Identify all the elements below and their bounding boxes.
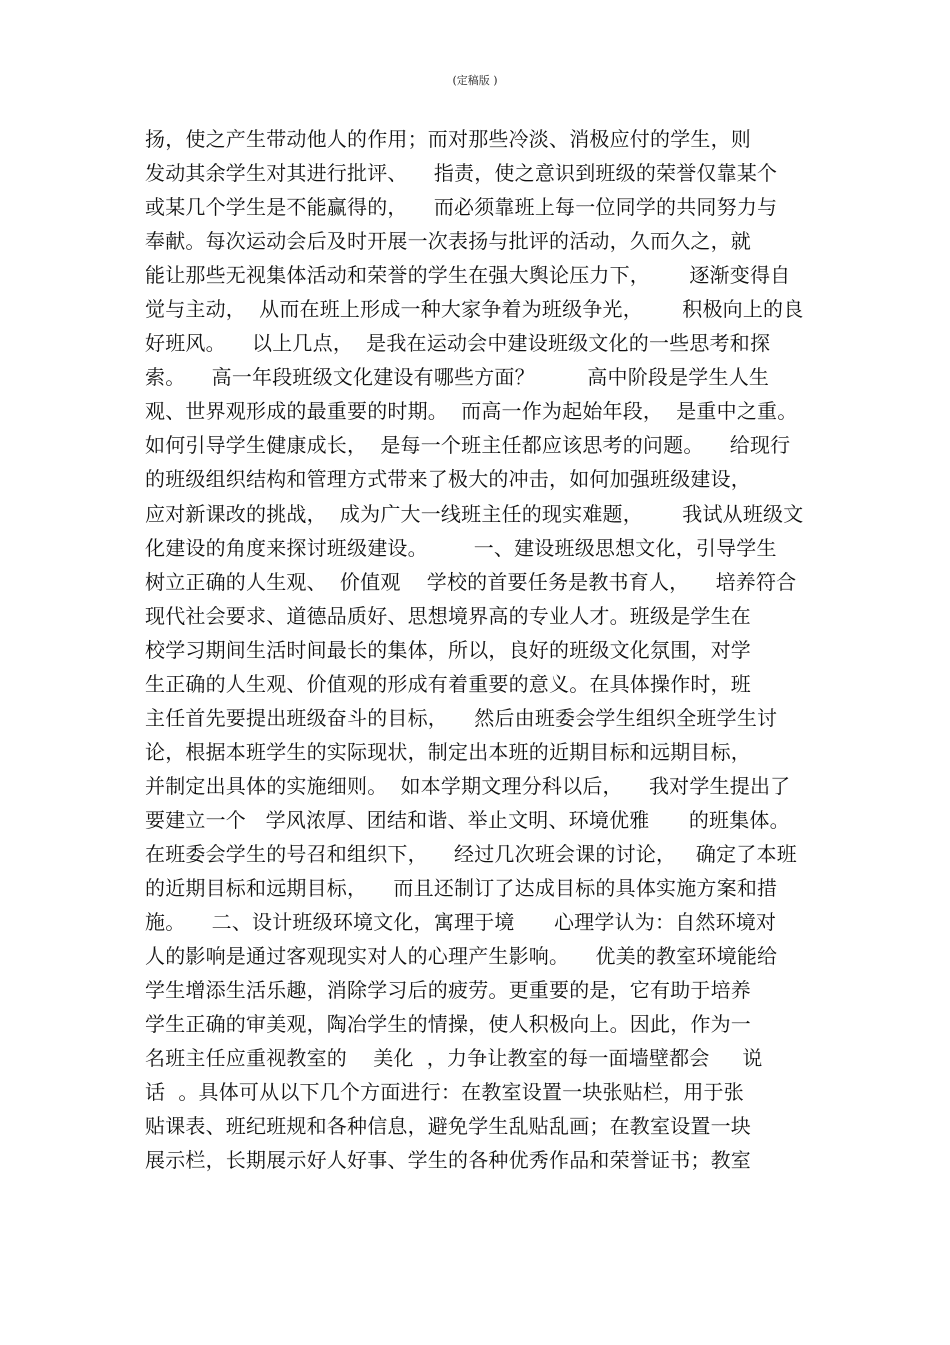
text-line: 贴课表、班纪班规和各种信息，避免学生乱贴乱画；在教室设置一块 <box>145 1114 751 1139</box>
text-line: 好班风。 以上几点， 是我在运动会中建设班级文化的一些思考和探 <box>145 331 771 356</box>
text-line: 索。 高一年段班级文化建设有哪些方面？ 高中阶段是学生人生 <box>145 365 770 390</box>
text-line: 论，根据本班学生的实际现状，制定出本班的近期目标和远期目标， <box>145 739 751 764</box>
text-line: 学生增添生活乐趣，消除学习后的疲劳。更重要的是，它有助于培养 <box>145 978 751 1003</box>
text-line: 要建立一个 学风浓厚、团结和谐、举止文明、环境优雅 的班集体。 <box>145 807 790 832</box>
text-line: 在班委会学生的号召和组织下， 经过几次班会课的讨论， 确定了本班 <box>145 841 797 866</box>
text-line: 能让那些无视集体活动和荣誉的学生在强大舆论压力下， 逐渐变得自 <box>145 263 791 288</box>
text-line: 生正确的人生观、价值观的形成有着重要的意义。在具体操作时，班 <box>145 671 751 696</box>
text-line: 展示栏，长期展示好人好事、学生的各种优秀作品和荣誉证书；教室 <box>145 1148 751 1173</box>
text-line: 奉献。每次运动会后及时开展一次表扬与批评的活动，久而久之，就 <box>145 229 751 254</box>
text-line: 主任首先要提出班级奋斗的目标， 然后由班委会学生组织全班学生讨 <box>145 705 778 730</box>
text-line: 如何引导学生健康成长， 是每一个班主任都应该思考的问题。 给现行 <box>145 433 791 458</box>
text-line: 扬，使之产生带动他人的作用；而对那些冷淡、消极应付的学生，则 <box>145 127 751 151</box>
text-line: 名班主任应重视教室的 美化 ，力争让教室的每一面墙壁都会 说 <box>145 1046 763 1071</box>
text-line: 话 。具体可从以下几个方面进行：在教室设置一块张贴栏，用于张 <box>145 1080 744 1105</box>
text-line: 施。 二、设计班级环境文化，寓理于境 心理学认为：自然环境对 <box>145 910 777 935</box>
text-line: 应对新课改的挑战， 成为广大一线班主任的现实难题， 我试从班级文 <box>145 501 804 526</box>
text-line: 的班级组织结构和管理方式带来了极大的冲击，如何加强班级建设， <box>145 467 751 492</box>
text-line: 观、世界观形成的最重要的时期。 而高一作为起始年段， 是重中之重。 <box>145 399 798 424</box>
text-line: 发动其余学生对其进行批评、 指责，使之意识到班级的荣誉仅靠某个 <box>145 161 778 186</box>
body-text <box>145 122 825 1177</box>
text-line: 现代社会要求、道德品质好、思想境界高的专业人才。班级是学生在 <box>145 603 751 628</box>
text-line: 树立正确的人生观、 价值观 学校的首要任务是教书育人， 培养符合 <box>145 569 797 594</box>
text-line: 化建设的角度来探讨班级建设。 一、建设班级思想文化，引导学生 <box>145 535 777 560</box>
text-line: 校学习期间生活时间最长的集体，所以，良好的班级文化氛围，对学 <box>145 637 751 662</box>
text-line: 觉与主动， 从而在班上形成一种大家争着为班级争光， 积极向上的良 <box>145 297 804 322</box>
text-line: 人的影响是通过客观现实对人的心理产生影响。 优美的教室环境能给 <box>145 944 778 969</box>
text-line: 或某几个学生是不能赢得的， 而必须靠班上每一位同学的共同努力与 <box>145 195 778 220</box>
text-line: 并制定出具体的实施细则。 如本学期文理分科以后， 我对学生提出了 <box>145 773 791 798</box>
text-line: 学生正确的审美观，陶冶学生的情操，使人积极向上。因此，作为一 <box>145 1012 751 1037</box>
page-header: (定稿版 ) <box>452 74 498 87</box>
text-line: 的近期目标和远期目标， 而且还制订了达成目标的具体实施方案和措 <box>145 876 778 901</box>
